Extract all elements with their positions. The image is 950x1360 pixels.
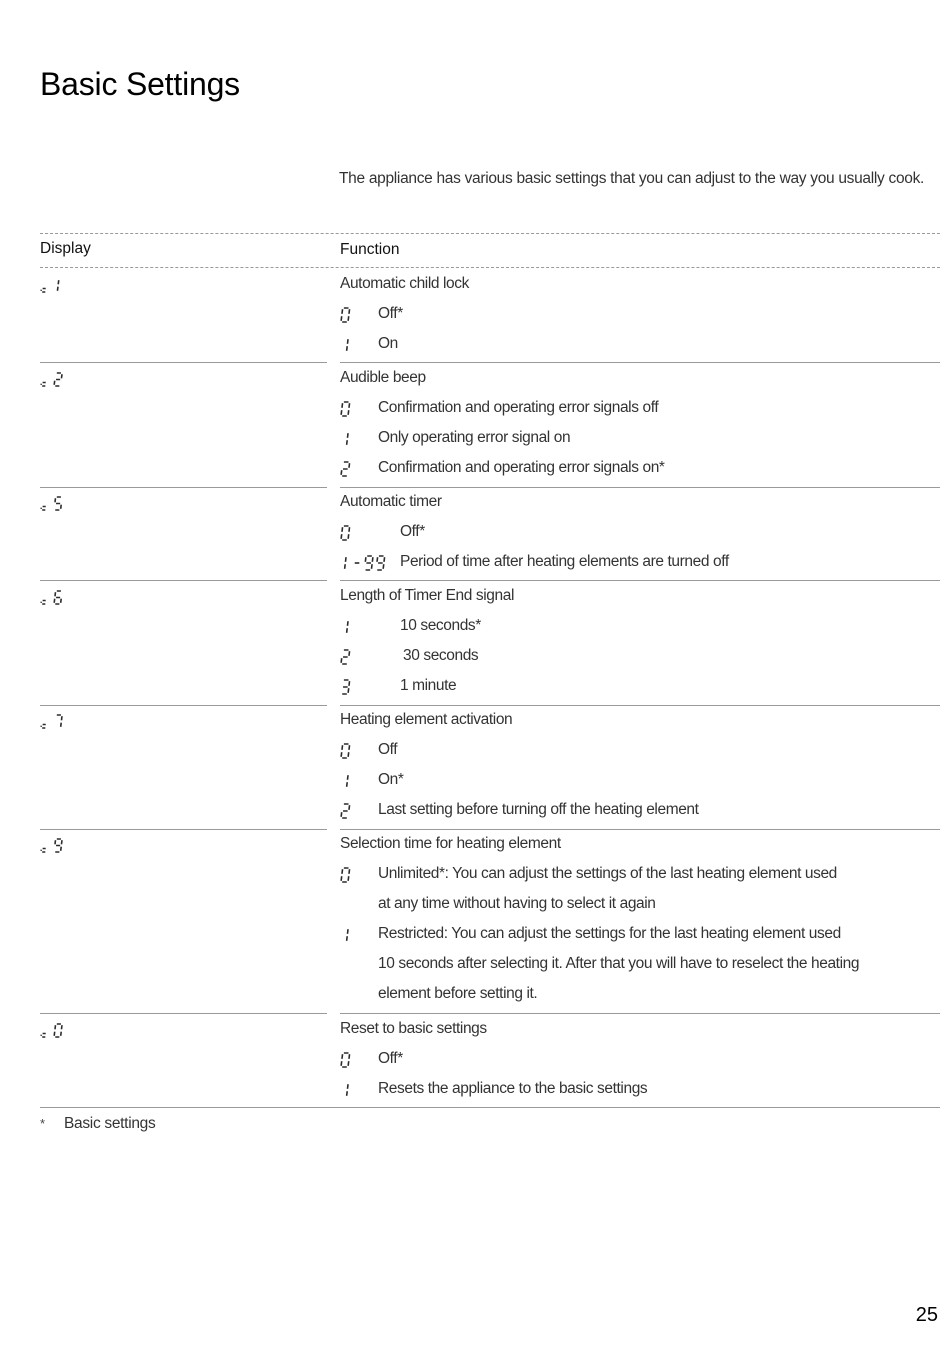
option-description: Resets the appliance to the basic settings: [378, 1080, 648, 1097]
option-description: 10 seconds*: [400, 617, 481, 634]
segment-glyph-9: [365, 556, 373, 570]
page-title: Basic Settings: [40, 66, 240, 102]
display-code-c9: [41, 839, 65, 854]
segment-glyph-c: [41, 507, 46, 511]
option-description: Only operating error signal on: [378, 429, 571, 446]
segment-glyph-7: [57, 715, 62, 727]
option-description: On: [378, 335, 398, 352]
option-value-0: [341, 402, 353, 418]
segment-glyph-3: [342, 680, 349, 694]
option-value-2: [341, 462, 353, 478]
option-value-1: [343, 928, 355, 944]
option-value-2: [341, 804, 353, 820]
row-divider-right: [340, 580, 940, 581]
row-divider-right: [340, 362, 940, 363]
option-value-1: [343, 620, 355, 636]
row-divider-right: [340, 829, 940, 830]
column-header-function: Function: [340, 241, 400, 258]
row-divider-right: [340, 487, 940, 488]
segment-glyph-1: [347, 621, 348, 633]
segment-glyph-2: [341, 462, 349, 476]
row-divider-left: [40, 487, 327, 488]
segment-glyph-6: [54, 591, 61, 604]
option-value-0: [341, 868, 353, 884]
row-divider-left: [40, 1013, 327, 1014]
function-title: Audible beep: [340, 369, 426, 386]
segment-glyph-c: [41, 725, 46, 729]
footnote-text: Basic settings: [64, 1115, 156, 1132]
option-description: Confirmation and operating error signals on*: [378, 459, 665, 476]
function-title: Automatic timer: [340, 493, 442, 510]
page-number: 25: [915, 1304, 938, 1326]
option-description: 10 seconds after selecting it. After that you will have to reselect the heating: [378, 955, 860, 972]
option-description: Off*: [378, 1050, 403, 1067]
segment-glyph-1: [347, 1084, 348, 1096]
row-divider-left: [40, 829, 327, 830]
row-divider-left: [40, 705, 327, 706]
segment-glyph-c: [41, 849, 46, 853]
option-value-1: [343, 1083, 355, 1099]
option-description: Period of time after heating elements are turned off: [400, 553, 729, 570]
option-value-0: [341, 744, 353, 760]
table-header-rule: [40, 267, 940, 268]
option-description: at any time without having to select it again: [378, 895, 656, 912]
option-description: element before setting it.: [378, 985, 538, 1002]
segment-glyph-0: [341, 744, 349, 758]
option-value-0: [341, 308, 353, 324]
row-divider-right: [340, 1013, 940, 1014]
segment-glyph-2: [54, 373, 62, 386]
display-code-c7: [41, 715, 65, 730]
option-value-0: [341, 526, 353, 542]
display-code-c2: [41, 373, 65, 388]
intro-paragraph: The appliance has various basic settings that you can adjust to the way you usually cook.: [339, 170, 925, 187]
option-description: Off: [378, 741, 398, 758]
option-value-1: [343, 432, 355, 448]
segment-glyph-0: [341, 1053, 349, 1067]
segment-glyph-0: [341, 526, 349, 540]
option-value-2: [341, 650, 353, 666]
option-description: Last setting before turning off the heating element: [378, 801, 699, 818]
segment-glyph-c: [41, 289, 46, 293]
option-value-3: [341, 680, 353, 696]
function-title: Reset to basic settings: [340, 1020, 487, 1037]
option-description: Restricted: You can adjust the settings for the last heating element used: [378, 925, 841, 942]
segment-glyph-1: [347, 339, 348, 351]
option-description: 30 seconds: [403, 647, 479, 664]
option-description: 1 minute: [400, 677, 457, 694]
segment-glyph-1: [347, 433, 348, 445]
option-value-0: [341, 1053, 353, 1069]
option-value-1: [343, 338, 355, 354]
segment-glyph-9: [55, 839, 62, 852]
segment-glyph-2: [341, 804, 349, 818]
segment-glyph-c: [41, 601, 46, 605]
function-title: Selection time for heating element: [340, 835, 561, 852]
segment-glyph-1: [347, 929, 348, 941]
segment-glyph-9: [377, 556, 385, 570]
display-code-c0: [41, 1024, 65, 1039]
segment-glyph-0: [341, 308, 349, 322]
option-description: On*: [378, 771, 404, 788]
row-divider-left: [40, 362, 327, 363]
segment-glyph-5: [55, 497, 61, 510]
display-code-c5: [41, 497, 65, 512]
option-value-1: [343, 774, 355, 790]
display-code-c6: [41, 591, 65, 606]
function-title: Automatic child lock: [340, 275, 469, 292]
display-code-c1: [41, 279, 65, 294]
segment-glyph-1: [345, 557, 346, 569]
footnote-marker: *: [40, 1116, 46, 1131]
option-value-1-99: [341, 556, 388, 572]
column-header-display: Display: [40, 240, 91, 257]
option-description: Confirmation and operating error signals off: [378, 399, 659, 416]
segment-glyph-c: [41, 1034, 46, 1038]
segment-glyph-0: [341, 402, 349, 416]
option-description: Unlimited*: You can adjust the settings of the last heating element used: [378, 865, 837, 882]
function-title: Heating element activation: [340, 711, 513, 728]
row-divider-right: [340, 705, 940, 706]
segment-glyph-1: [57, 280, 58, 291]
option-description: Off*: [400, 523, 425, 540]
segment-glyph-c: [41, 383, 46, 387]
segment-glyph-2: [341, 650, 349, 664]
segment-glyph-0: [54, 1024, 62, 1037]
option-description: Off*: [378, 305, 403, 322]
table-top-rule: [40, 233, 940, 234]
function-title: Length of Timer End signal: [340, 587, 514, 604]
segment-glyph-0: [341, 868, 349, 882]
table-bottom-rule: [40, 1107, 940, 1108]
segment-glyph-1: [347, 775, 348, 787]
row-divider-left: [40, 580, 327, 581]
